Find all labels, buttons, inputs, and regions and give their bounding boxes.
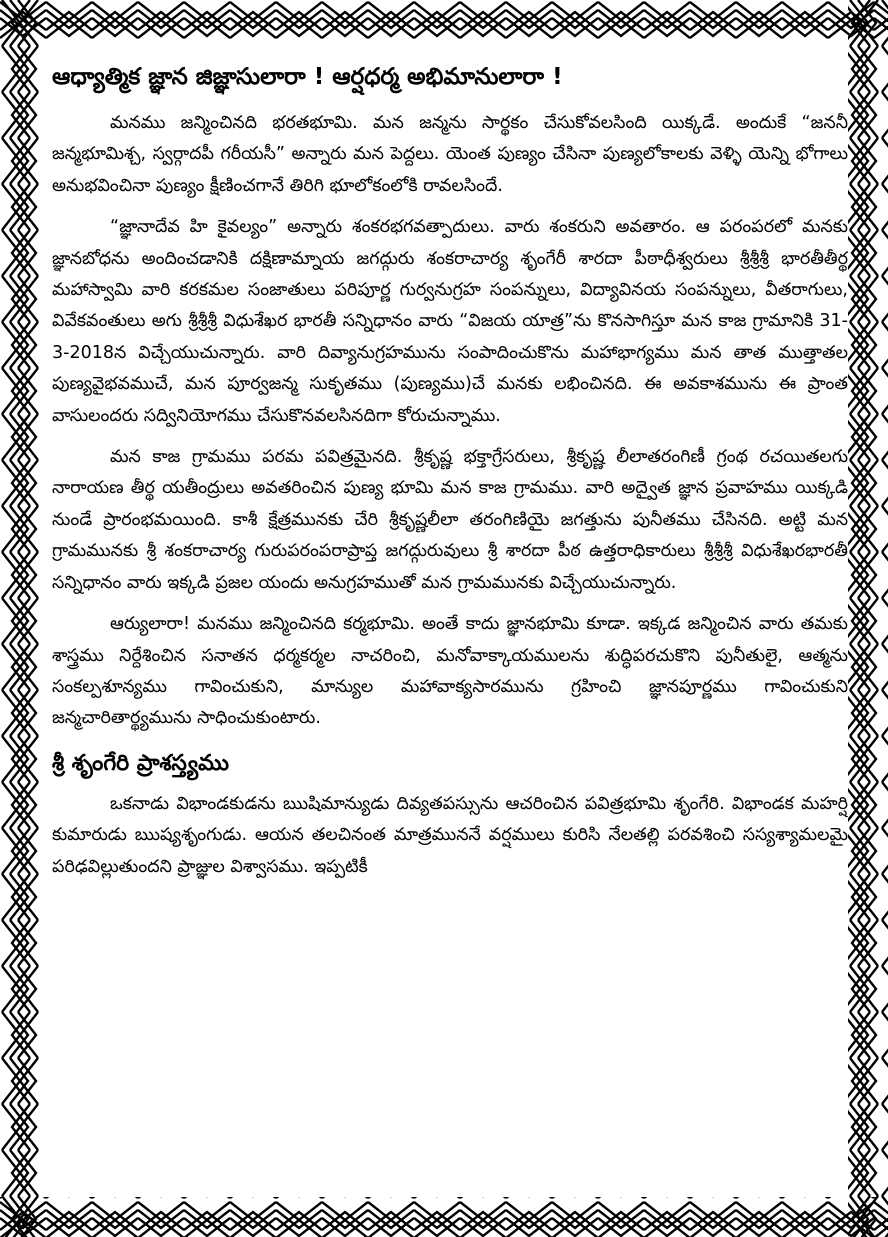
paragraph-4: ఆర్యులారా! మనము జన్మించినది కర్మభూమి. అంతే కాదు జ్ఞానభూమి కూడా. ఇక్కడ జన్మించిన వారు తమకు శాస్త్రము నిర్దేశించిన సనాతన ధర్మకర్మల నాచరించి, మనోవాక్కాయములను శుద్ధిపరచుకొని పునీతులై, ఆత్మను సంకల్పశూన్యము గావించుకుని, మాన్యుల మహావాక్యసారమును గ్రహించి జ్ఞానపూర్ణము గావించుకుని జన్మచారితార్థ్యమును సాధించుకుంటారు. bbox=[52, 614, 848, 729]
paragraph-2: “జ్ఞానాదేవ హి కైవల్యం” అన్నారు శంకరభగవత్పాదులు. వారు శంకరుని అవతారం. ఆ పరంపరలో మనకు జ్ఞానబోధను అందించడానికి దక్షిణామ్నాయ జగద్గురు శంకరాచార్య శృంగేరీ శారదా పీఠాధీశ్వరులు శ్రీశ్రీశ్రీ భారతీతీర్థ మహాస్వామి వారి కరకమల సంజాతులు పరిపూర్ణ గుర్వనుగ్రహ సంపన్నులు, విద్యావినయ సంపన్నులు, వీతరాగులు, వివేకవంతులు అగు శ్రీశ్రీశ్రీ విధుశేఖర భారతీ సన్నిధానం వారు “విజయ యాత్ర”ను కొనసాగిస్తూ మన కాజ గ్రామానికి 31-3-2018న విచ్చేయుచున్నారు. వారి దివ్యానుగ్రహమును సంపాదించుకొను మహాభాగ్యము మన తాత ముత్తాతల పుణ్యవైభవముచే, మన పూర్వజన్మ సుకృతము (పుణ్యము)చే మనకు లభించినది. ఈ అవకాశమును ఈ ప్రాంత వాసులందరు సద్వినియోగము చేసుకొనవలసినదిగా కోరుచున్నాము. bbox=[52, 217, 848, 426]
paragraph-3: మన కాజ గ్రామము పరమ పవిత్రమైనది. శ్రీకృష్ణ భక్తాగ్రేసరులు, శ్రీకృష్ణ లీలాతరంగిణీ గ్రంథ రచయితలగు నారాయణ తీర్థ యతీంద్రులు అవతరించిన పుణ్య భూమి మన కాజ గ్రామము. వారి అద్వైత జ్ఞాన ప్రవాహము యిక్కడి నుండే ప్రారంభమయింది. కాశీ క్షేత్రమునకు చేరి శ్రీకృష్ణలీలా తరంగిణియై జగత్తును పునీతము చేసినది. అట్టి మన గ్రామమునకు శ్రీ శంకరాచార్య గురుపరంపరాప్రాప్త జగద్గురువులు శ్రీ శారదా పీఠ ఉత్తరాధికారులు శ్రీశ్రీశ్రీ విధుశేఖరభారతీ సన్నిధానం వారు ఇక్కడి ప్రజల యందు అనుగ్రహముతో మన గ్రామమునకు విచ్చేయుచున్నారు. bbox=[52, 447, 848, 593]
border-left bbox=[0, 0, 40, 1237]
paragraph-1: మనము జన్మించినది భరతభూమి. మన జన్మను సార్థకం చేసుకోవలసింది యిక్కడే. అందుకే “జననీ జన్మభూమిశ్చ, స్వర్గాదపీ గరీయసీ” అన్నారు మన పెద్దలు. యెంత పుణ్యం చేసినా పుణ్యలోకాలకు వెళ్ళి యెన్ని భోగాలు అనుభవించినా పుణ్యం క్షీణించగానే తిరిగి భూలోకంలోకి రావలసిందే. bbox=[52, 113, 848, 196]
page-body bbox=[52, 54, 848, 1194]
section-paragraph-1: ఒకనాడు విభాండకుడను ఋషిమాన్యుడు దివ్యతపస్సును ఆచరించిన పవిత్రభూమి శృంగేరి. విభాండక మహర్షి కుమారుడు ఋష్యశృంగుడు. ఆయన తలచినంత మాత్రముననే వర్షములు కురిసి నేలతల్లి పరవశించి సస్యశ్యామలమై పరిఢవిల్లుతుందని ప్రాజ్ఞుల విశ్వాసము. ఇప్పటికీ bbox=[52, 793, 848, 877]
page-title: ఆధ్యాత్మిక జ్ఞాన జిజ్ఞాసులారా ! ఆర్షధర్మ అభిమానులారా ! bbox=[52, 64, 563, 90]
border-right bbox=[848, 0, 888, 1237]
border-top bbox=[0, 0, 888, 40]
section-title: శ్రీ శృంగేరి ప్రాశస్త్యము bbox=[52, 750, 229, 776]
border-bottom bbox=[0, 1197, 888, 1237]
